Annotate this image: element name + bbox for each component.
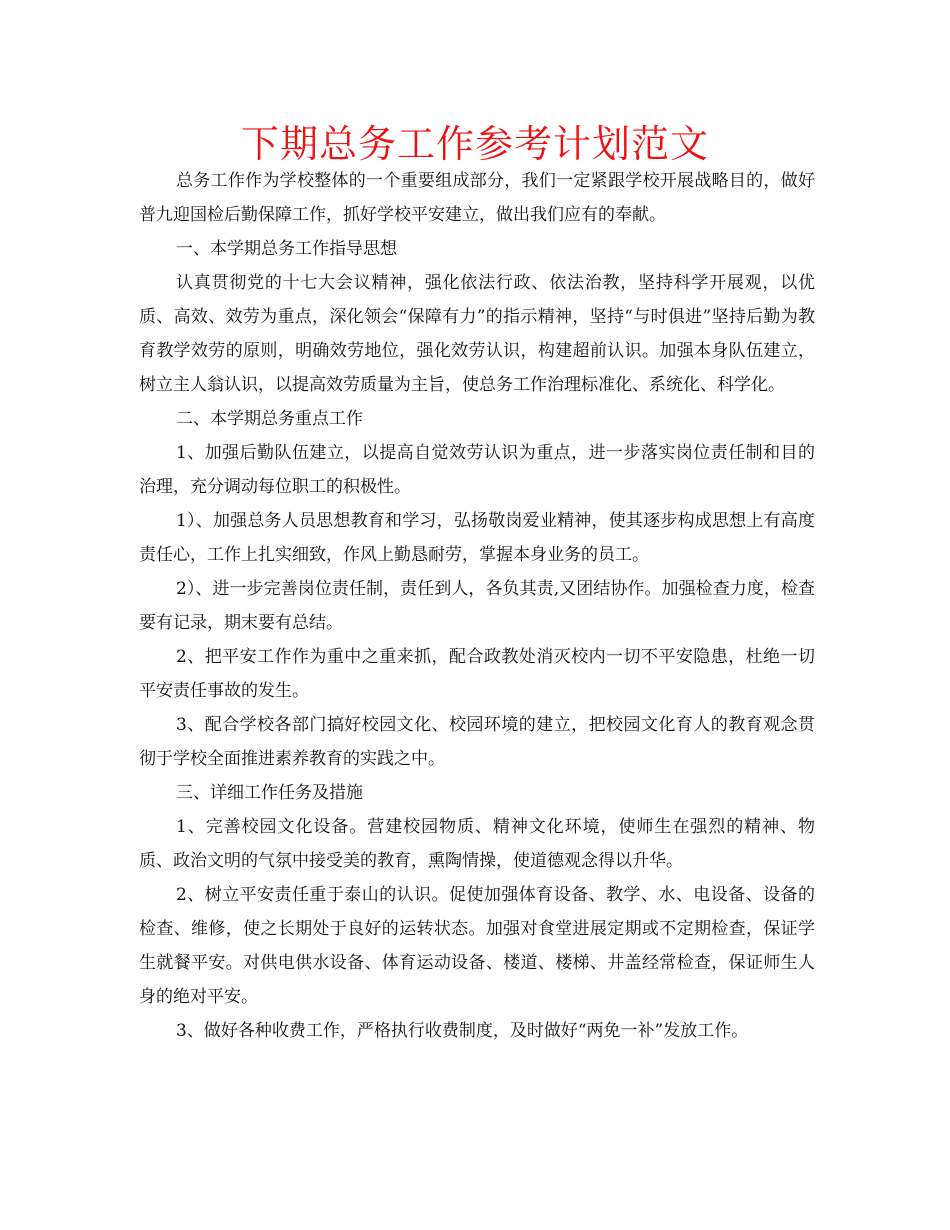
document-body	[139, 164, 815, 1048]
paragraph-task-3: 3、做好各种收费工作，严格执行收费制度，及时做好“两免一补”发放工作。	[176, 1021, 749, 1041]
section-heading-guiding-thought: 一、本学期总务工作指导思想	[176, 239, 397, 259]
paragraph-guiding-thought: 认真贯彻党的十七大会议精神，强化依法行政、依法治教，坚持科学开展观，以优质、高效、效劳为重点，深化领会“保障有力”的指示精神，坚持“与时俱进”坚持后勤为教育教学效劳的原则，明确效劳地位，强化效劳认识，构建超前认识。加强本身队伍建立，树立主人翁认识，以提高效劳质量为主旨，使总务工作治理标准化、系统化、科学化。	[139, 273, 815, 395]
paragraph-task-2: 2、树立平安责任重于泰山的认识。促使加强体育设备、教学、水、电设备、设备的检查、维修，使之长期处于良好的运转状态。加强对食堂进展定期或不定期检查，保证学生就餐平安。对供电供水设备、体育运动设备、楼道、楼梯、井盖经常检查，保证师生人身的绝对平安。	[139, 885, 815, 1007]
section-heading-tasks-measures: 三、详细工作任务及措施	[176, 783, 363, 803]
paragraph-intro: 总务工作作为学校整体的一个重要组成部分，我们一定紧跟学校开展战略目的，做好普九迎国检后勤保障工作，抓好学校平安建立，做出我们应有的奉献。	[139, 171, 815, 225]
paragraph-key-work-1-1: 1）、加强总务人员思想教育和学习，弘扬敬岗爱业精神，使其逐步构成思想上有高度责任心，工作上扎实细致，作风上勤恳耐劳，掌握本身业务的员工。	[139, 511, 815, 565]
paragraph-task-1: 1、完善校园文化设备。营建校园物质、精神文化环境，使师生在强烈的精神、物质、政治文明的气氛中接受美的教育，熏陶情操，使道德观念得以升华。	[139, 817, 815, 871]
paragraph-key-work-1: 1、加强后勤队伍建立，以提高自觉效劳认识为重点，进一步落实岗位责任制和目的治理，充分调动每位职工的积极性。	[139, 443, 815, 497]
section-heading-key-work: 二、本学期总务重点工作	[176, 409, 363, 429]
paragraph-key-work-1-2: 2）、进一步完善岗位责任制，责任到人，各负其责,又团结协作。加强检查力度，检查要有记录，期末要有总结。	[139, 579, 815, 633]
document-title: 下期总务工作参考计划范文	[240, 122, 709, 166]
paragraph-key-work-2: 2、把平安工作作为重中之重来抓，配合政教处消灭校内一切不平安隐患，杜绝一切平安责任事故的发生。	[139, 647, 815, 701]
paragraph-key-work-3: 3、配合学校各部门搞好校园文化、校园环境的建立，把校园文化育人的教育观念贯彻于学校全面推进素养教育的实践之中。	[139, 715, 815, 769]
